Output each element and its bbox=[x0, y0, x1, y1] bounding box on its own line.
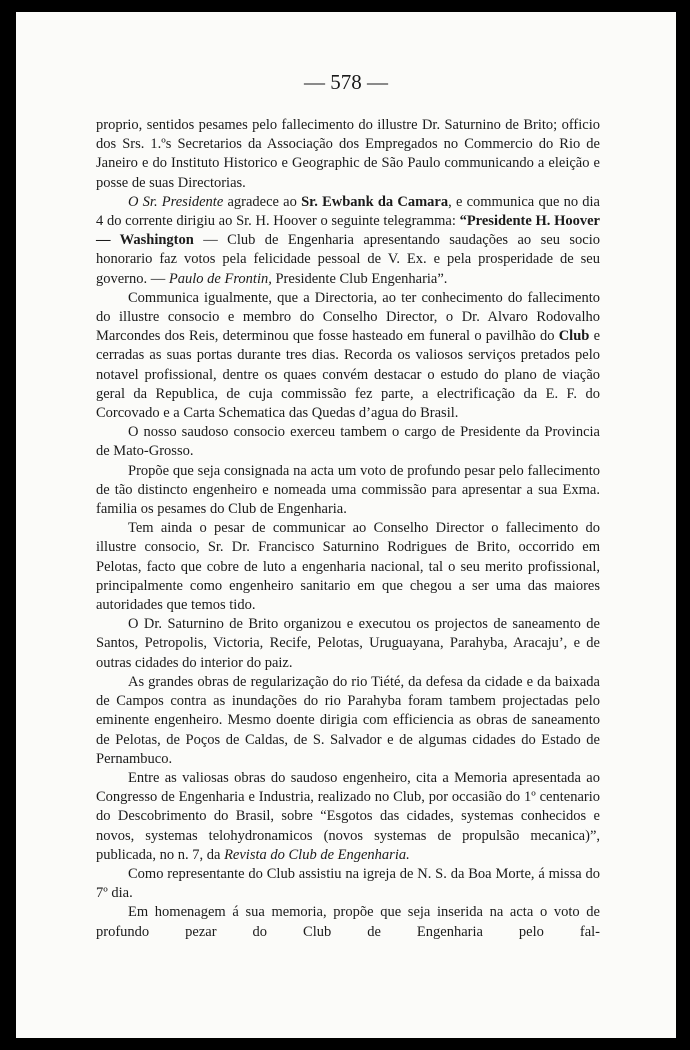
paragraph-7: O Dr. Saturnino de Brito organizou e executou os projectos de saneamento de Santos, Petropolis, Victoria, Recife, Pelotas, Uruguayana, Parahyba, Aracaju’, e de outras cidades do interior do paiz. bbox=[96, 616, 600, 671]
paragraph-3: Communica igualmente, que a Directoria, ao ter conhecimento do fallecimento do illustre consocio e membro do Conselho Director, o Dr. Alvaro Rodovalho Marcondes dos Reis, determinou que fosse hasteado em funeral o pavilhão do Club e cerradas as suas portas durante tres dias. Recorda os valiosos serviços pretados pelo notavel profissional, dentre os quaes convém destacar o estudo do plano de viação geral da Republica, de cuja commissão fez parte, a electrificação da E. F. do Corcovado e a Carta Schematica das Quedas d’agua do Brasil. bbox=[96, 289, 601, 422]
paragraph-4: O nosso saudoso consocio exerceu tambem o cargo de Presidente da Provincia de Mato-Grosso. bbox=[96, 424, 600, 460]
telegram-signature: Paulo de Frontin, bbox=[168, 270, 272, 287]
body-text bbox=[96, 116, 600, 942]
paragraph-8: As grandes obras de regularização do rio Tiété, da defesa da cidade e da baixada de Campos contra as inundações do rio Parahyba foram tambem projectadas pelo eminente engenheiro. Mesmo doente dirigia com efficiencia as obras de saneamento de Pelotas, de Poços de Caldas, de S. Salvador e de algumas cidades do Estado de Pernambuco. bbox=[96, 673, 600, 767]
ewbank-name: Sr. Ewbank da Camara bbox=[301, 193, 449, 210]
page-number: — 578 — bbox=[304, 70, 388, 94]
president-title: O Sr. Presidente bbox=[128, 193, 224, 210]
paragraph-10: Como representante do Club assistiu na igreja de N. S. da Boa Morte, á missa do 7º dia. bbox=[96, 865, 600, 902]
paragraph-1: proprio, sentidos pesames pelo fallecimento do illustre Dr. Saturnino de Brito; officio dos Srs. 1.ºs Secretarios da Associação dos Empregados no Commercio do Rio de Janeiro e do Instituto Historico e Geographic de São Paulo communicando a eleição e posse de suas Directorias. bbox=[96, 117, 600, 191]
club-word: Club bbox=[558, 328, 590, 345]
paragraph-2: O Sr. Presidente agradece ao Sr. Ewbank da Camara, e communica que no dia 4 do corrente dirigiu ao Sr. H. Hoover o seguinte telegramma: “Presidente H. Hoover — Washington — Club de Engenharia apresentando saudações ao seu socio honorario faz votos pela felicidade pessoal de V. Ex. e pela prosperidade de seu governo. — Paulo de Frontin, Presidente Club Engenharia”. bbox=[96, 193, 600, 287]
document-page bbox=[16, 12, 676, 1038]
telegram-header: “Presidente H. Hoover — Washington bbox=[96, 213, 600, 249]
paragraph-6: Tem ainda o pesar de communicar ao Conselho Director o fallecimento do illustre consocio, Sr. Dr. Francisco Saturnino Rodrigues de Brito, occorrido em Pelotas, facto que cobre de luto a engenharia nacional, tal o seu merito profissional, principalmente como engenheiro sanitario em que chegou a ser uma das maiores autoridades que temos tido. bbox=[96, 520, 600, 614]
paragraph-5: Propõe que seja consignada na acta um voto de profundo pesar pelo fallecimento de tão distincto engenheiro e nomeada uma commissão para apresentar a sua Exma. familia os pesames do Club de Engenharia. bbox=[96, 462, 600, 518]
paragraph-9: Entre as valiosas obras do saudoso engenheiro, cita a Memoria apresentada ao Congresso de Engenharia e Industria, realizado no Club, por occasião do 1º centenario do Descobrimento do Brasil, sobre “Esgotos das cidades, systemas conhecidos e novos, systemas telohydronamicos (novos systemas de propulsão mecanica)”, publicada, no n. 7, da Revista do Club de Engenharia. bbox=[96, 769, 600, 863]
journal-title: Revista do Club de Engenharia. bbox=[224, 846, 410, 863]
paragraph-11: Em homenagem á sua memoria, propõe que seja inserida na acta o voto de profundo pezar do Club de Engenharia pelo fal- bbox=[96, 904, 600, 940]
